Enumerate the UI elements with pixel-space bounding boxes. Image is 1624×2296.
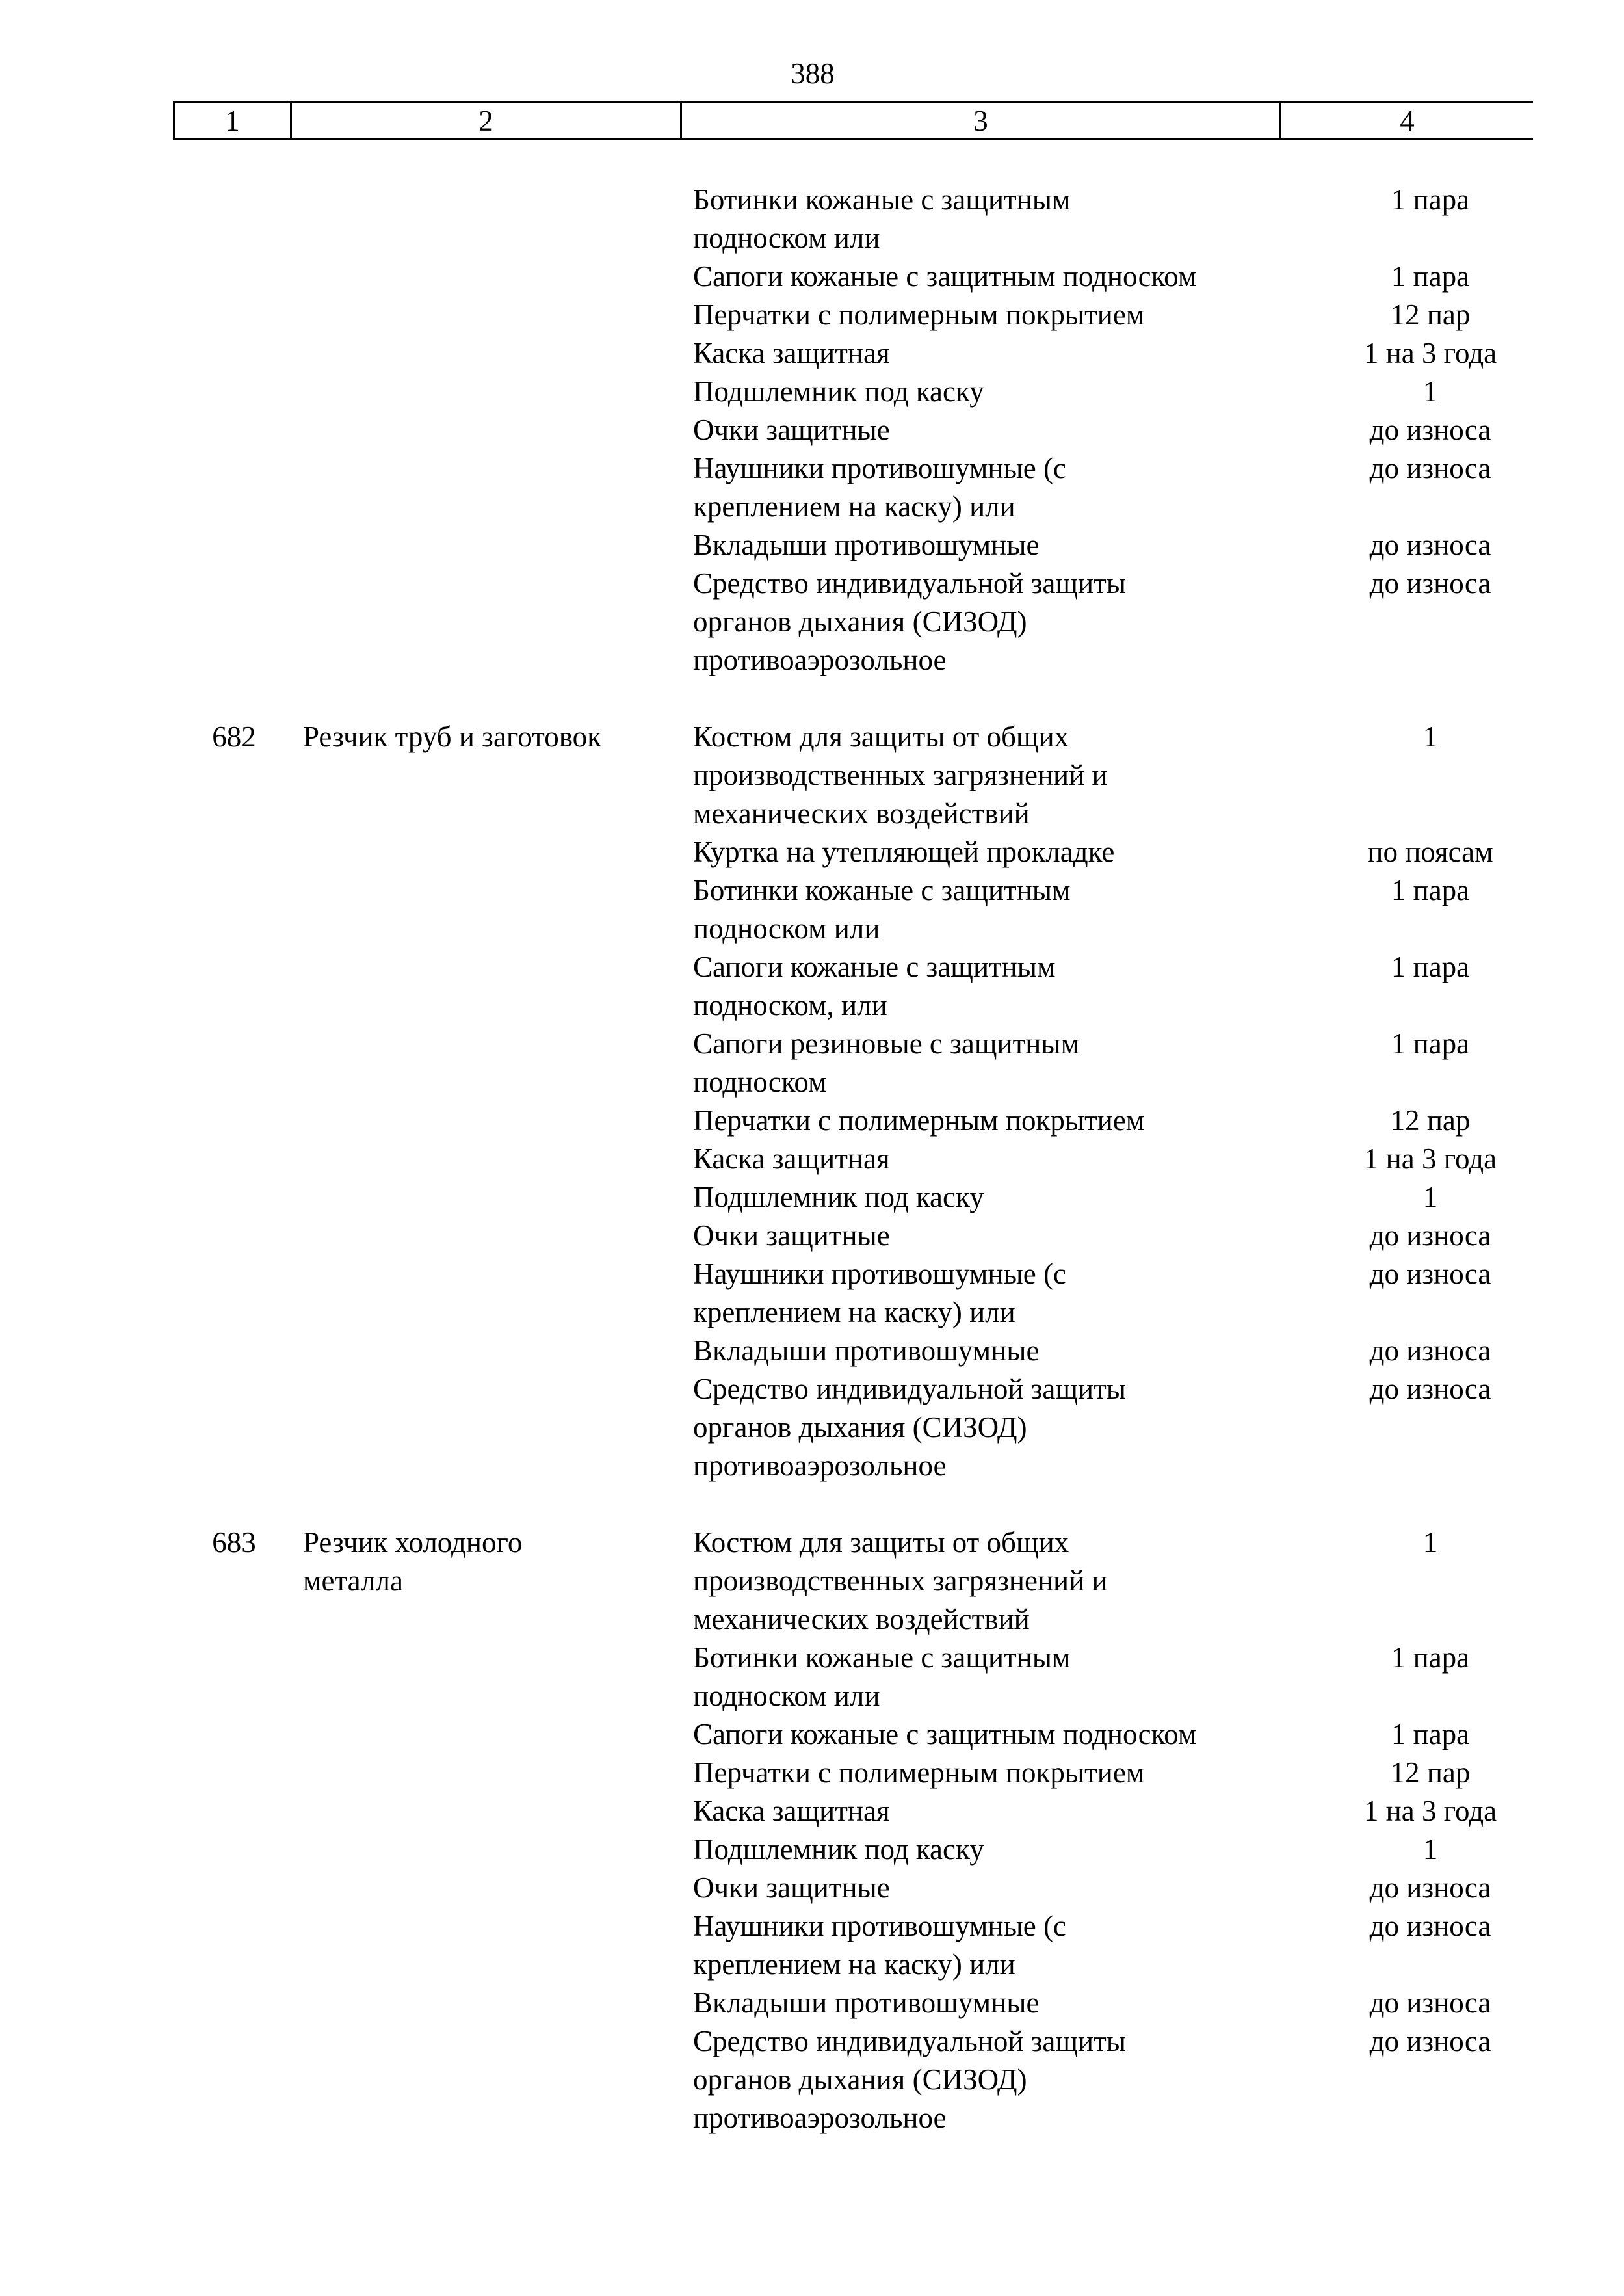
ppe-item: Каска защитная <box>693 1142 890 1175</box>
table-body <box>0 181 1624 2137</box>
table-row <box>0 1140 1624 1178</box>
issue-norm: до износа <box>1369 452 1491 484</box>
table-row <box>0 2061 1624 2099</box>
ppe-item: производственных загрязнений и <box>693 759 1108 791</box>
table-row <box>0 1907 1624 1946</box>
table-row <box>0 1025 1624 1063</box>
table-row <box>0 1370 1624 1408</box>
ppe-item: Перчатки с полимерным покрытием <box>693 298 1145 331</box>
issue-norm: 1 <box>1422 1833 1438 1866</box>
table-row <box>0 1178 1624 1217</box>
header-col-4: 4 <box>1400 105 1415 137</box>
table-row <box>0 910 1624 948</box>
table-row <box>0 1063 1624 1102</box>
ppe-item: Подшлемник под каску <box>693 1833 984 1866</box>
table-row <box>0 1984 1624 2022</box>
ppe-item: Очки защитные <box>693 1871 890 1904</box>
ppe-item: подноском <box>693 1066 827 1098</box>
ppe-item: Сапоги резиновые с защитным <box>693 1027 1080 1060</box>
profession-name: Резчик труб и заготовок <box>303 720 602 753</box>
ppe-item: креплением на каску) или <box>693 490 1015 523</box>
ppe-item: Куртка на утепляющей прокладке <box>693 836 1115 868</box>
ppe-item: производственных загрязнений и <box>693 1564 1108 1597</box>
table-row <box>0 718 1624 756</box>
issue-norm: до износа <box>1369 1871 1491 1904</box>
table-row <box>0 1408 1624 1447</box>
ppe-item: Средство индивидуальной защиты <box>693 2025 1127 2057</box>
header-col-2: 2 <box>478 105 493 137</box>
ppe-item: органов дыхания (СИЗОД) <box>693 2063 1027 2096</box>
issue-norm: 1 пара <box>1391 1027 1470 1060</box>
ppe-item: Очки защитные <box>693 414 890 446</box>
table-row <box>0 1639 1624 1677</box>
issue-norm: 1 пара <box>1391 1718 1470 1750</box>
ppe-item: Средство индивидуальной защиты <box>693 567 1127 600</box>
table-row <box>0 181 1624 219</box>
ppe-item: Наушники противошумные (с <box>693 1258 1066 1290</box>
row-spacer <box>0 680 1624 718</box>
issue-norm: до износа <box>1369 2025 1491 2057</box>
table-row <box>0 373 1624 411</box>
table-row <box>0 833 1624 871</box>
table-row <box>0 871 1624 910</box>
table-row <box>0 1524 1624 1562</box>
table-row <box>0 334 1624 373</box>
table-row <box>0 986 1624 1025</box>
issue-norm: 1 <box>1422 1181 1438 1213</box>
ppe-item: противоаэрозольное <box>693 1449 947 1482</box>
header-col-3: 3 <box>973 105 988 137</box>
ppe-item: подноском или <box>693 222 880 254</box>
table-row <box>0 1255 1624 1293</box>
ppe-item: Подшлемник под каску <box>693 1181 984 1213</box>
issue-norm: до износа <box>1369 1258 1491 1290</box>
table-row <box>0 1332 1624 1370</box>
ppe-item: Наушники противошумные (с <box>693 1910 1066 1942</box>
issue-norm: до износа <box>1369 1219 1491 1252</box>
row-number: 683 <box>212 1526 256 1559</box>
ppe-item: Каска защитная <box>693 1795 890 1827</box>
ppe-item: подноском, или <box>693 989 887 1022</box>
ppe-item: Подшлемник под каску <box>693 375 984 408</box>
issue-norm: 12 пар <box>1390 1104 1471 1137</box>
issue-norm: 1 пара <box>1391 260 1470 293</box>
issue-norm: 1 на 3 года <box>1363 337 1497 369</box>
table-row <box>0 564 1624 603</box>
table-row <box>0 1792 1624 1830</box>
table-row <box>0 257 1624 296</box>
table-row <box>0 795 1624 833</box>
ppe-item: Сапоги кожаные с защитным подноском <box>693 1718 1197 1750</box>
ppe-item: Средство индивидуальной защиты <box>693 1373 1127 1405</box>
header-col-1: 1 <box>225 105 240 137</box>
ppe-item: креплением на каску) или <box>693 1948 1015 1981</box>
issue-norm: 1 пара <box>1391 874 1470 906</box>
table-row <box>0 526 1624 564</box>
issue-norm: 1 <box>1422 1526 1438 1559</box>
table-row <box>0 603 1624 641</box>
issue-norm: 1 пара <box>1391 183 1470 216</box>
table-row <box>0 1447 1624 1485</box>
issue-norm: до износа <box>1369 567 1491 600</box>
issue-norm: 12 пар <box>1390 298 1471 331</box>
issue-norm: до износа <box>1369 1373 1491 1405</box>
ppe-item: Вкладыши противошумные <box>693 529 1040 561</box>
ppe-item: Каска защитная <box>693 337 890 369</box>
ppe-item: Ботинки кожаные с защитным <box>693 1641 1071 1674</box>
table-row <box>0 411 1624 449</box>
table-row <box>0 1754 1624 1792</box>
issue-norm: до износа <box>1369 1910 1491 1942</box>
ppe-item: Перчатки с полимерным покрытием <box>693 1104 1145 1137</box>
ppe-item: подноском или <box>693 1680 880 1712</box>
table-row <box>0 1293 1624 1332</box>
ppe-item: противоаэрозольное <box>693 2102 947 2134</box>
ppe-item: подноском или <box>693 912 880 945</box>
table-row <box>0 1830 1624 1869</box>
table-row <box>0 219 1624 257</box>
profession-name: металла <box>303 1564 403 1597</box>
issue-norm: 12 пар <box>1390 1756 1471 1789</box>
ppe-item: Наушники противошумные (с <box>693 452 1066 484</box>
ppe-item: Очки защитные <box>693 1219 890 1252</box>
issue-norm: 1 <box>1422 375 1438 408</box>
ppe-item: Вкладыши противошумные <box>693 1986 1040 2019</box>
table-row <box>0 1562 1624 1600</box>
issue-norm: 1 на 3 года <box>1363 1142 1497 1175</box>
table-row <box>0 1102 1624 1140</box>
row-number: 682 <box>212 720 256 753</box>
ppe-item: противоаэрозольное <box>693 644 947 676</box>
table-row <box>0 641 1624 680</box>
issue-norm: до износа <box>1369 1334 1491 1367</box>
ppe-item: Костюм для защиты от общих <box>693 720 1069 753</box>
issue-norm: 1 на 3 года <box>1363 1795 1497 1827</box>
page-number: 388 <box>791 57 835 90</box>
ppe-item: Вкладыши противошумные <box>693 1334 1040 1367</box>
ppe-item: Перчатки с полимерным покрытием <box>693 1756 1145 1789</box>
issue-norm: до износа <box>1369 1986 1491 2019</box>
table-row <box>0 1715 1624 1754</box>
table-row <box>0 2099 1624 2137</box>
table-row <box>0 488 1624 526</box>
ppe-item: Сапоги кожаные с защитным <box>693 951 1056 983</box>
ppe-item: органов дыхания (СИЗОД) <box>693 605 1027 638</box>
table-row <box>0 1600 1624 1639</box>
table-row <box>0 948 1624 986</box>
ppe-item: Сапоги кожаные с защитным подноском <box>693 260 1197 293</box>
issue-norm: 1 <box>1422 720 1438 753</box>
issue-norm: до износа <box>1369 414 1491 446</box>
table-row <box>0 1946 1624 1984</box>
ppe-item: органов дыхания (СИЗОД) <box>693 1411 1027 1444</box>
issue-norm: 1 пара <box>1391 1641 1470 1674</box>
profession-name: Резчик холодного <box>303 1526 523 1559</box>
issue-norm: до износа <box>1369 529 1491 561</box>
ppe-item: Ботинки кожаные с защитным <box>693 183 1071 216</box>
issue-norm: по поясам <box>1367 836 1493 868</box>
issue-norm: 1 пара <box>1391 951 1470 983</box>
table-row <box>0 756 1624 795</box>
ppe-item: Ботинки кожаные с защитным <box>693 874 1071 906</box>
table-row <box>0 1217 1624 1255</box>
ppe-item: креплением на каску) или <box>693 1296 1015 1328</box>
ppe-item: механических воздействий <box>693 797 1030 830</box>
row-spacer <box>0 1485 1624 1524</box>
table-row <box>0 1869 1624 1907</box>
table-row <box>0 1677 1624 1715</box>
table-row <box>0 296 1624 334</box>
table-row <box>0 449 1624 488</box>
table-row <box>0 2022 1624 2061</box>
ppe-item: механических воздействий <box>693 1603 1030 1635</box>
ppe-item: Костюм для защиты от общих <box>693 1526 1069 1559</box>
